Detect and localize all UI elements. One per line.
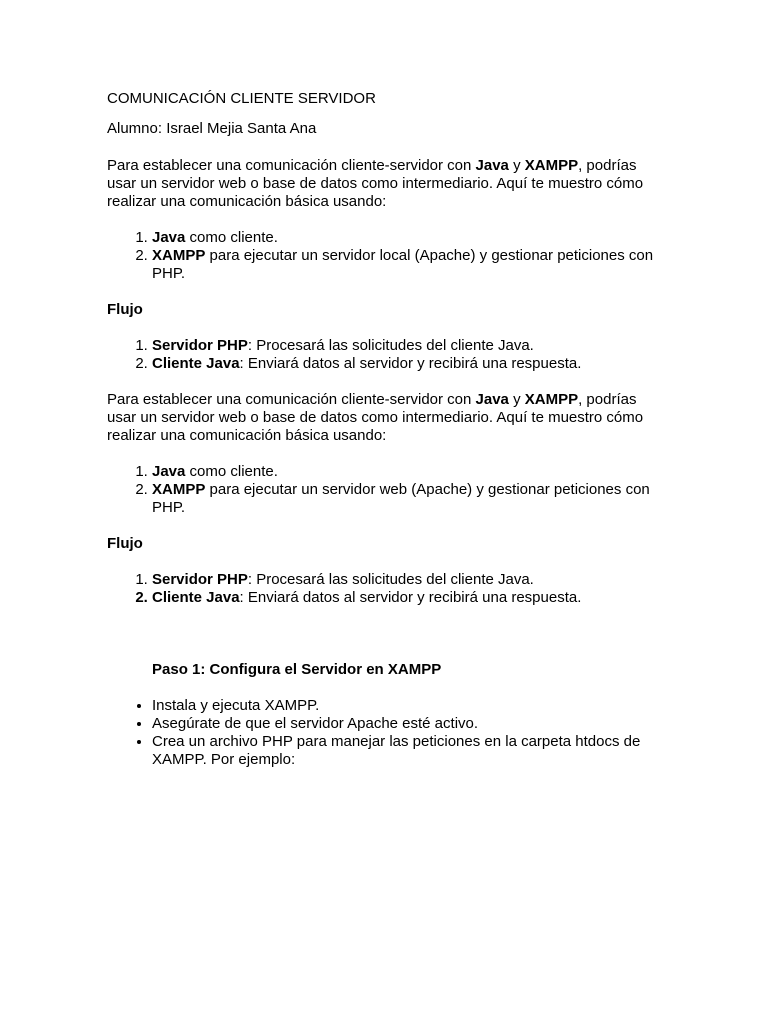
spacer (107, 625, 667, 661)
list-item-bold: Java (152, 463, 186, 480)
conjunction: y (508, 157, 525, 174)
list-item (152, 481, 667, 517)
setup-bullet-list (107, 697, 667, 769)
document-body (107, 90, 667, 787)
java-bold: Java (475, 391, 509, 408)
intro-paragraph-2 (107, 391, 667, 445)
intro-text-rest: , podrías usar un servidor web o base de datos como intermediario. Aquí te muestro cómo realizar una comunicación básica usando: (107, 157, 644, 210)
list-item-text: : Procesará las solicitudes del cliente Java. (247, 571, 534, 588)
list-item-text: para ejecutar un servidor local (Apache) y gestionar peticiones con PHP. (152, 247, 654, 282)
step-1-heading: Paso 1: Configura el Servidor en XAMPP (152, 661, 442, 678)
list-item-text: para ejecutar un servidor web (Apache) y gestionar peticiones con PHP. (152, 481, 650, 516)
list-item-bold: XAMPP (152, 247, 206, 264)
list-item-bold: Servidor PHP (152, 337, 248, 354)
list-item (152, 355, 667, 373)
list-item-bold: Servidor PHP (152, 571, 248, 588)
xampp-bold: XAMPP (524, 157, 579, 174)
tools-list-1 (107, 229, 667, 283)
list-item-bold: Cliente Java (152, 355, 240, 372)
list-item-bold: Cliente Java (152, 589, 240, 606)
list-item-text: como cliente. (185, 229, 278, 246)
bullet-item: • Instala y ejecuta XAMPP. (152, 697, 667, 715)
tools-list-2 (107, 463, 667, 517)
list-item-text: : Procesará las solicitudes del cliente Java. (247, 337, 534, 354)
list-item-bold: XAMPP (152, 481, 206, 498)
flujo-list-2 (107, 571, 667, 607)
list-item (152, 463, 667, 481)
list-item-text: : Enviará datos al servidor y recibirá una respuesta. (239, 589, 582, 606)
flujo-heading-2: Flujo (107, 535, 143, 552)
bullet-item: • Asegúrate de que el servidor Apache esté activo. (152, 715, 667, 733)
intro-paragraph-1 (107, 157, 667, 211)
flujo-heading-1: Flujo (107, 301, 143, 318)
list-item (152, 247, 667, 283)
intro-text: Para establecer una comunicación cliente-servidor con (107, 157, 476, 174)
list-item (152, 589, 667, 607)
xampp-bold: XAMPP (524, 391, 579, 408)
flujo-list-1 (107, 337, 667, 373)
student-name: Alumno: Israel Mejia Santa Ana (107, 120, 317, 137)
list-item (152, 229, 667, 247)
java-bold: Java (475, 157, 509, 174)
bullet-item: • Crea un archivo PHP para manejar las peticiones en la carpeta htdocs de XAMPP. Por ejemplo: (152, 733, 667, 769)
list-item (152, 571, 667, 589)
list-item-text: como cliente. (185, 463, 278, 480)
document-title: COMUNICACIÓN CLIENTE SERVIDOR (107, 90, 376, 107)
list-item (152, 337, 667, 355)
intro-text-rest: , podrías usar un servidor web o base de datos como intermediario. Aquí te muestro cómo realizar una comunicación básica usando: (107, 391, 644, 444)
intro-text: Para establecer una comunicación cliente-servidor con (107, 391, 476, 408)
list-item-text: : Enviará datos al servidor y recibirá una respuesta. (239, 355, 582, 372)
list-item-bold: Java (152, 229, 186, 246)
conjunction: y (508, 391, 525, 408)
